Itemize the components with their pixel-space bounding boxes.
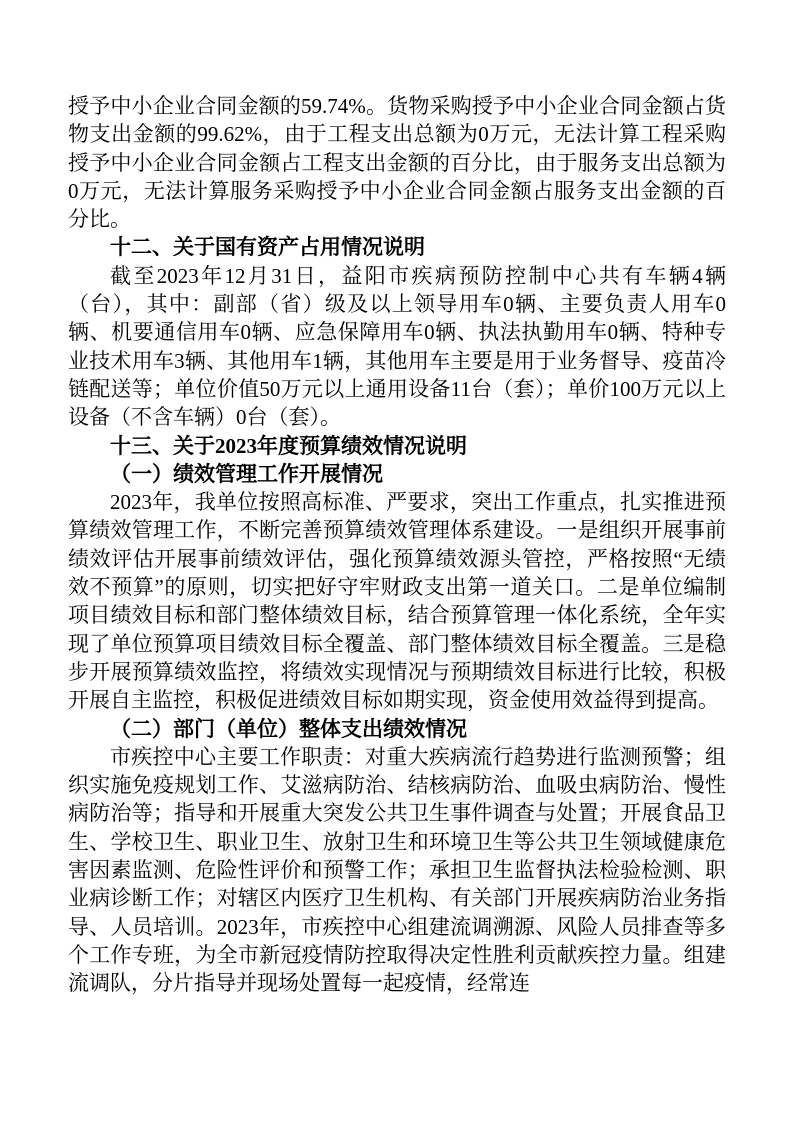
heading-sub-1-performance-management: （一）绩效管理工作开展情况 (110, 461, 383, 486)
paragraph-cdc-responsibilities: 市疾控中心主要工作职责：对重大疾病流行趋势进行监测预警；组织实施免疫规划工作、艾滋病防治、结核病防治、血吸虫病防治、慢性病防治等；指导和开展重大突发公共卫生事件调查与处置；开展食品卫生、学校卫生、职业卫生、放射卫生和环境卫生等公共卫生领域健康危害因素监测、危险性评价和预警工作；承担卫生监督执法检验检测、职业病诊断工作；对辖区内医疗卫生机构、有关部门开展疾病防治业务指导、人员培训。2023年，市疾控中心组建流调溯源、风险人员排查等多个工作专班，为全市新冠疫情防控取得决定性胜利贡献疾控力量。组建流调队，分片指导并现场处置每一起疫情，经常连 (68, 744, 726, 996)
document-page (68, 92, 726, 998)
paragraph-state-assets-occupancy: 截至2023年12月31日，益阳市疾病预防控制中心共有车辆4辆（台），其中：副部（省）级及以上领导用车0辆、主要负责人用车0辆、机要通信用车0辆、应急保障用车0辆、执法执勤用车0辆、特种专业技术用车3辆、其他用车1辆，其他用车主要是用于业务督导、疫苗冷链配送等；单位价值50万元以上通用设备11台（套）；单价100万元以上设备（不含车辆）0台（套）。 (68, 263, 726, 430)
paragraph-performance-management-work: 2023年，我单位按照高标准、严要求，突出工作重点，扎实推进预算绩效管理工作，不断完善预算绩效管理体系建设。一是组织开展事前绩效评估开展事前绩效评估，强化预算绩效源头管控，严格按照“无绩效不预算”的原则，切实把好守牢财政支出第一道关口。二是单位编制项目绩效目标和部门整体绩效目标，结合预算管理一体化系统，全年实现了单位预算项目绩效目标全覆盖、部门整体绩效目标全覆盖。三是稳步开展预算绩效监控，将绩效实现情况与预期绩效目标进行比较，积极开展自主监控，积极促进绩效目标如期实现，资金使用效益得到提高。 (68, 490, 726, 713)
paragraph-smes-procurement-amounts: 授予中小企业合同金额的59.74%。货物采购授予中小企业合同金额占货物支出金额的99.62%，由于工程支出总额为0万元，无法计算工程采购授予中小企业合同金额占工程支出金额的百分比，由于服务支出总额为0万元，无法计算服务采购授予中小企业合同金额占服务支出金额的百分比。 (68, 94, 726, 232)
heading-section-12-state-assets: 十二、关于国有资产占用情况说明 (110, 235, 425, 260)
heading-section-13-budget-performance: 十三、关于2023年度预算绩效情况说明 (110, 433, 467, 458)
heading-sub-2-overall-expenditure-performance: （二）部门（单位）整体支出绩效情况 (110, 716, 467, 741)
